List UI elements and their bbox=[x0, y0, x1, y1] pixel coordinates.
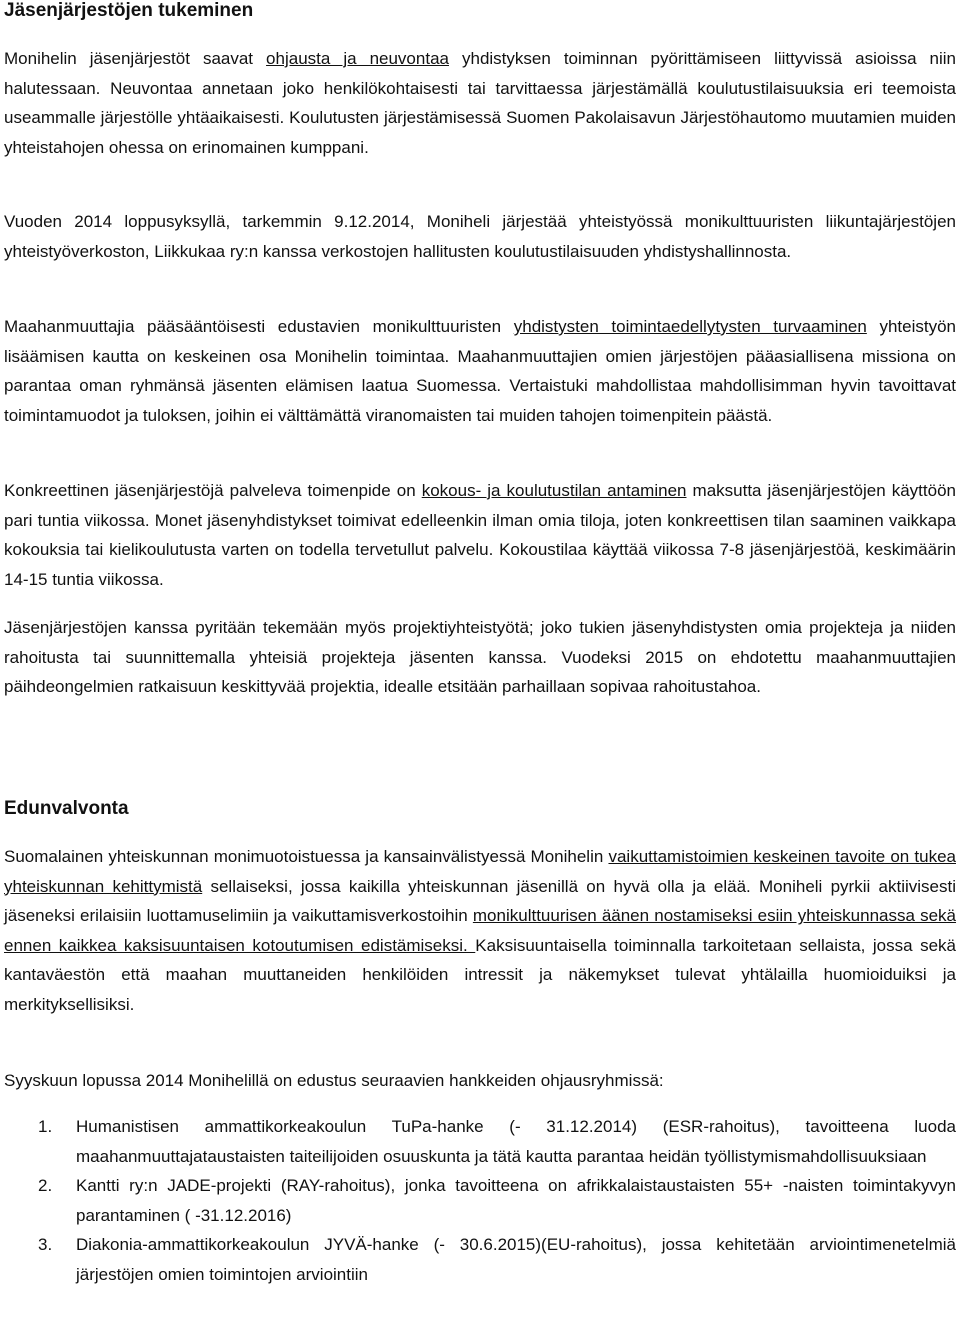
list-item-text: Diakonia-ammattikorkeakoulun JYVÄ-hanke (- 30.6.2015)(EU-rahoitus), jossa kehitetään arviointimenetelmiä järjestöjen omien toimintojen arviointiin bbox=[76, 1235, 956, 1284]
advocacy-goal-link[interactable]: vaikuttamistoimien keskeinen tavoite on tukea yhteiskunnan kehittymistä bbox=[4, 847, 956, 896]
paragraph-steering-groups: Syyskuun lopussa 2014 Monihelillä on edustus seuraavien hankkeiden ohjausryhmissä: bbox=[4, 1071, 664, 1090]
meeting-space-link[interactable]: kokous- ja koulutustilan antaminen bbox=[421, 481, 687, 500]
text: maksutta jäsenjärjestöjen käyttöön pari tuntia viikossa. Monet jäsenyhdistykset toimivat edelleenkin ilman omia tiloja, joten konkreettisen tilan saaminen vaikkapa kokouksia tai kielikoulutusta varten on todella tervetullut palvelu. Kokoustilaa käyttää viikossa 7-8 jäsenjärjestöä, keskimäärin 14-15 tuntia viikossa. bbox=[4, 481, 956, 589]
paragraph-project-cooperation: Jäsenjärjestöjen kanssa pyritään tekemään myös projektiyhteistyötä; joko tukien jäsenyhdistysten omia projekteja ja niiden rahoitusta tai suunnittemalla yhteisiä projekteja jäsenten kanssa. Vuodeksi 2015 on ehdotettu maahanmuuttajien päihdeongelmien ratkaisuun keskittyvää projektia, idealle etsitään parhaillaan sopivaa rahoitustahoa. bbox=[4, 618, 956, 697]
list-item-text: Kantti ry:n JADE-projekti (RAY-rahoitus), jonka tavoitteena on afrikkalaistaustaisten 55+ -naisten toimintakyvyn parantaminen ( -31.12.2016) bbox=[76, 1176, 956, 1225]
list-number: 1. bbox=[38, 1117, 53, 1136]
text: Konkreettinen jäsenjärjestöjä palveleva toimenpide on bbox=[4, 481, 422, 500]
list-number: 3. bbox=[38, 1235, 53, 1255]
operating-conditions-link[interactable]: yhdistysten toimintaedellytysten turvaaminen bbox=[513, 317, 867, 336]
text: Kaksisuuntaisella toiminnalla tarkoitetaan sellaista, jossa sekä kantaväestön että maahan muuttaneiden henkilöiden intressit ja näkemykset tulevat yhtälailla huomioiduiksi ja merkityksellisiksi. bbox=[4, 935, 956, 1014]
list-item bbox=[4, 1171, 956, 1230]
text: yhteistyön lisäämisen kautta on keskeinen osa Monihelin toimintaa. Maahanmuuttajien omien järjestöjen pääasiallisena missiona on parantaa oman ryhmänsä jäsenten elämisen laatua Suomessa. Vertaistuki mahdollistaa mahdollisimman hyvin tavoittavat toimintamuodot ja tuloksen, joihin ei välttämättä viranomaisten tai muiden tahojen toimenpitein päästä. bbox=[4, 317, 956, 425]
paragraph-meeting-space bbox=[4, 476, 956, 594]
list-number: 2. bbox=[38, 1176, 53, 1196]
paragraph-training-2014: Vuoden 2014 loppusyksyllä, tarkemmin 9.12.2014, Moniheli järjestää yhteistyössä monikulttuuristen liikuntajärjestöjen yhteistyöverkoston, Liikkukaa ry:n kanssa verkostojen hallitusten koulutustilaisuuden yhdistyshallinnosta. bbox=[4, 212, 956, 261]
paragraph-advocacy bbox=[4, 842, 956, 1020]
list-item-text: Humanistisen ammattikorkeakoulun TuPa-hanke (- 31.12.2014) (ESR-rahoitus), tavoitteena luoda maahanmuuttajataustaisten taiteilijoiden osuuskunta ja tätä kautta parantaa heidän työllistymismahdollisuuksiaan bbox=[76, 1117, 956, 1166]
text: Monihelin jäsenjärjestöt saavat bbox=[4, 49, 267, 68]
guidance-link[interactable]: ohjausta ja neuvontaa bbox=[266, 49, 449, 68]
list-item bbox=[4, 1230, 956, 1289]
text: yhdistyksen toiminnan pyörittämiseen liittyvissä asioissa niin halutessaan. Neuvontaa annetaan joko henkilökohtaisesti tai tarvittaessa järjestämällä koulutustilaisuuksia eri teemoista useammalle järjestölle yhtäaikaisesti. Koulutusten järjestämisessä Suomen Pakolaisavun Järjestöhautomo muutamien muiden yhteistahojen ohessa on erinomainen kumppani. bbox=[4, 49, 957, 157]
paragraph-guidance bbox=[4, 44, 956, 162]
section-title-advocacy: Edunvalvonta bbox=[4, 798, 129, 819]
list-item bbox=[4, 1112, 956, 1171]
text: Maahanmuuttajia pääsääntöisesti edustavien monikulttuuristen bbox=[4, 317, 514, 336]
section-title-member-support: Jäsenjärjestöjen tukeminen bbox=[4, 0, 254, 21]
steering-group-list bbox=[4, 1112, 956, 1290]
paragraph-immigrant-orgs bbox=[4, 312, 956, 430]
text: Suomalainen yhteiskunnan monimuotoistuessa ja kansainvälistyessä Monihelin bbox=[4, 847, 609, 866]
text: sellaiseksi, jossa kaikilla yhteiskunnan jäsenillä on hyvä olla ja elää. Moniheli pyrkii aktiivisesti jäseneksi erilaisiin luottamuselimiin ja vaikuttamisverkostoihin bbox=[4, 876, 956, 926]
multicultural-voice-link[interactable]: monikulttuurisen äänen nostamiseksi esiin yhteiskunnassa sekä ennen kaikkea kaksisuuntaisen kotoutumisen edistämiseksi. bbox=[4, 906, 957, 955]
